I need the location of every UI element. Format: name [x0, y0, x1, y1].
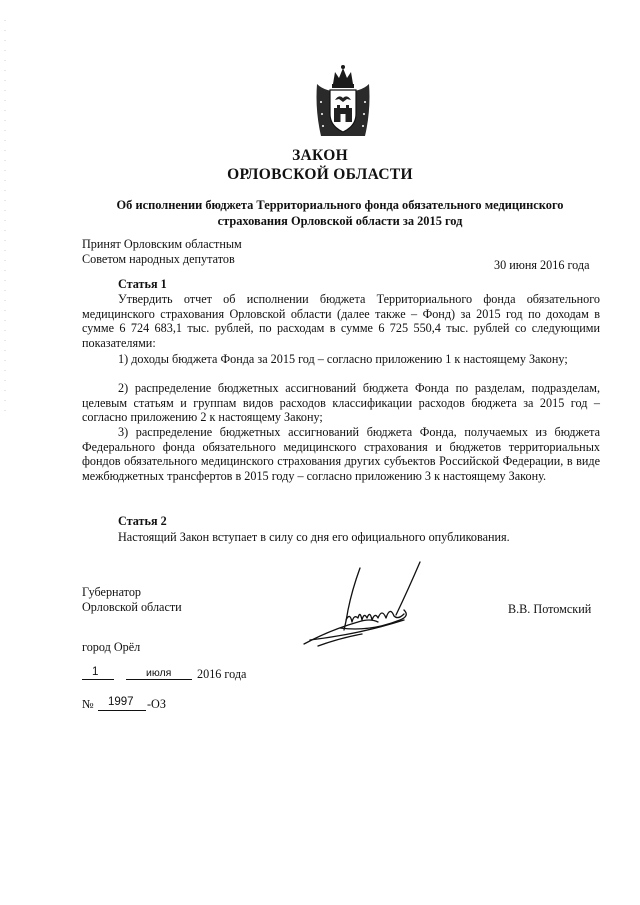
doc-type-heading: ЗАКОН — [292, 147, 348, 164]
number-prefix: № — [82, 697, 94, 711]
article-1-item-2 — [82, 381, 600, 425]
article-1-item-2-text: 2) распределение бюджетных ассигнований бюджета Фонда по разделам, подразделам, целевым статьям и группам видов расходов классификации расходов бюджета за 2015 год – согласно приложению 2 к настоящему Закону; — [82, 381, 600, 425]
signatory-name: В.В. Потомский — [508, 602, 592, 616]
article-1-item-1-text: 1) доходы бюджета Фонда за 2015 год – согласно приложению 1 к настоящему Закону; — [118, 352, 568, 366]
number-underline — [98, 710, 146, 711]
number-suffix: -ОЗ — [147, 697, 166, 711]
signing-month: июля — [146, 667, 172, 679]
coat-of-arms-emblem — [313, 62, 373, 142]
signatory-position-line-1: Губернатор — [82, 585, 142, 599]
article-1-item-1 — [82, 352, 600, 367]
adoption-line-2: Советом народных депутатов — [82, 252, 235, 266]
signing-day: 1 — [92, 666, 99, 678]
law-number: 1997 — [108, 696, 134, 708]
article-1-item-3-text: 3) распределение бюджетных ассигнований бюджета Фонда, получаемых из бюджета Федерального фонда обязательного медицинского страхования и бюджетов территориальных фондов обязательного медицинского страхования других субъектов Российской Федерации, в виде межбюджетных трансфертов в 2015 году – согласно приложению 3 к настоящему Закону. — [82, 425, 600, 483]
law-title-line-1: Об исполнении бюджета Территориального фонда обязательного медицинского — [116, 198, 564, 212]
adoption-line-1: Принят Орловским областным — [82, 237, 242, 251]
article-2-heading: Статья 2 — [118, 514, 167, 528]
article-1-item-3 — [82, 425, 600, 483]
article-1-heading: Статья 1 — [118, 277, 167, 291]
adoption-date: 30 июня 2016 года — [494, 258, 590, 272]
signatory-position-line-2: Орловской области — [82, 600, 182, 614]
scan-margin-marks — [4, 20, 6, 420]
article-1-intro-text: Утвердить отчет об исполнении бюджета Территориального фонда обязательного медицинского страхования Орловской области (далее также – Фонд) за 2015 год по доходам в сумме 6 724 683,1 тыс. рублей, по расходам в сумме 6 725 550,4 тыс. рублей со следующими показателями: — [82, 292, 600, 350]
region-heading: ОРЛОВСКОЙ ОБЛАСТИ — [227, 166, 413, 183]
article-2-text: Настоящий Закон вступает в силу со дня его официального опубликования. — [118, 530, 510, 544]
law-title-line-2: страхования Орловской области за 2015 год — [217, 214, 463, 228]
article-1-intro — [82, 292, 600, 350]
city: город Орёл — [82, 640, 141, 654]
handwritten-signature — [300, 560, 430, 655]
signing-year: 2016 года — [197, 667, 247, 681]
